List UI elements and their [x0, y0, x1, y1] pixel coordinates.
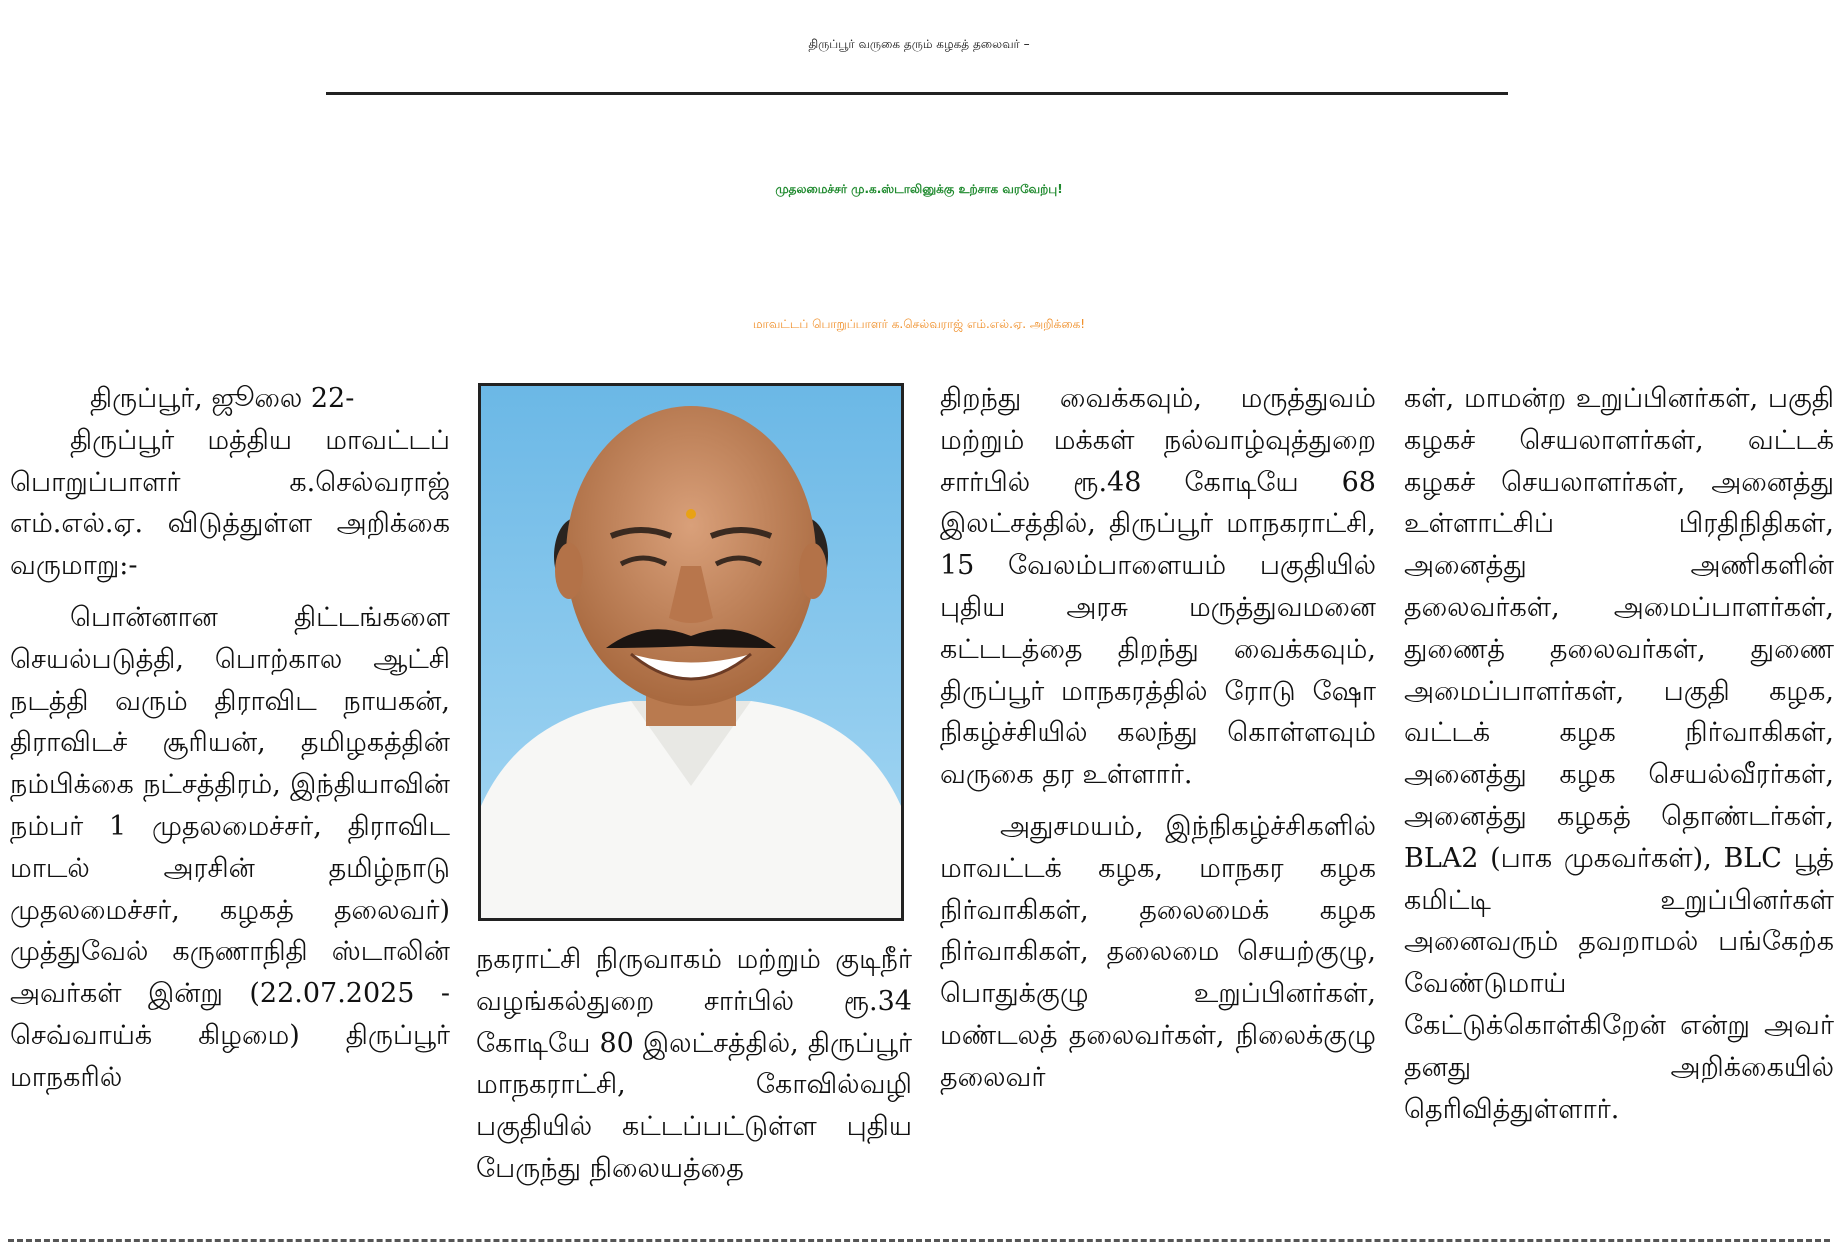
- article-column-2: [476, 939, 912, 1190]
- subheadline: மாவட்டப் பொறுப்பாளர் க.செல்வராஜ் எம்.எல்.ஏ. அறிக்கை!: [752, 317, 1086, 331]
- article-column-1: [10, 378, 450, 1099]
- article-paragraph: நகராட்சி நிருவாகம் மற்றும் குடிநீர் வழங்கல்துறை சார்பில் ரூ.34 கோடியே 80 இலட்சத்தில், திருப்பூர் மாநகராட்சி, கோவில்வழி பகுதியில் கட்டப்பட்டுள்ள புதிய பேருந்து நிலையத்தை: [476, 944, 912, 1184]
- dateline: திருப்பூர், ஜூலை 22-: [90, 383, 355, 414]
- bottom-dashed-divider: [8, 1239, 1830, 1242]
- article-paragraph: திருப்பூர் மத்திய மாவட்டப் பொறுப்பாளர் க.செல்வராஜ் எம்.எல்.ஏ. விடுத்துள்ள அறிக்கை வருமாறு:-: [10, 424, 450, 582]
- article-paragraph: திறந்து வைக்கவும், மருத்துவம் மற்றும் மக்கள் நல்வாழ்வுத்துறை சார்பில் ரூ.48 கோடியே 68 இலட்சத்தில், திருப்பூர் மாநகராட்சி, 15 வேலம்பாளையம் பகுதியில் புதிய அரசு மருத்துவமனை கட்டடத்தை திறந்து வைக்கவும், திருப்பூர் மாநகரத்தில் ரோடு ஷோ நிகழ்ச்சியில் கலந்து கொள்ளவும் வருகை தர உள்ளார்.: [940, 383, 1376, 791]
- article-paragraph: பொன்னான திட்டங்களை செயல்படுத்தி, பொற்கால ஆட்சி நடத்தி வரும் திராவிட நாயகன், திராவிடச் சூரியன், தமிழகத்தின் நம்பிக்கை நட்சத்திரம், இந்தியாவின் நம்பர் 1 முதலமைச்சர், திராவிட மாடல் அரசின் தமிழ்நாடு முதலமைச்சர், கழகத் தலைவர்) முத்துவேல் கருணாநிதி ஸ்டாலின் அவர்கள் இன்று (22.07.2025 - செவ்வாய்க் கிழமை) திருப்பூர் மாநகரில்: [10, 601, 450, 1093]
- article-column-3: [940, 378, 1376, 1099]
- kicker-headline: திருப்பூர் வருகை தரும் கழகத் தலைவர் –: [808, 37, 1030, 51]
- kicker-underline: [326, 92, 1508, 95]
- portrait-illustration: [481, 386, 901, 918]
- portrait-photo: [478, 383, 904, 921]
- article-paragraph: கள், மாமன்ற உறுப்பினர்கள், பகுதி கழகச் செயலாளர்கள், வட்டக் கழகச் செயலாளர்கள், அனைத்து உள்ளாட்சிப் பிரதிநிதிகள், அனைத்து அணிகளின் தலைவர்கள், அமைப்பாளர்கள், துணைத் தலைவர்கள், துணை அமைப்பாளர்கள், பகுதி கழக, வட்டக் கழக நிர்வாகிகள், அனைத்து கழக செயல்வீரர்கள், அனைத்து கழகத் தொண்டர்கள், BLA2 (பாக முகவர்கள்), BLC பூத் கமிட்டி உறுப்பினர்கள் அனைவரும் தவறாமல் பங்கேற்க வேண்டுமாய் கேட்டுக்கொள்கிறேன் என்று அவர் தனது அறிக்கையில் தெரிவித்துள்ளார்.: [1404, 383, 1834, 1125]
- article-paragraph: அதுசமயம், இந்நிகழ்ச்சிகளில் மாவட்டக் கழக, மாநகர கழக நிர்வாகிகள், தலைமைக் கழக நிர்வாகிகள், தலைமை செயற்குழு, பொதுக்குழு உறுப்பினர்கள், மண்டலத் தலைவர்கள், நிலைக்குழு தலைவர்: [940, 810, 1376, 1093]
- main-headline: முதலமைச்சர் மு.க.ஸ்டாலினுக்கு உற்சாக வரவேற்பு!: [775, 182, 1063, 196]
- article-column-4: [1404, 378, 1834, 1130]
